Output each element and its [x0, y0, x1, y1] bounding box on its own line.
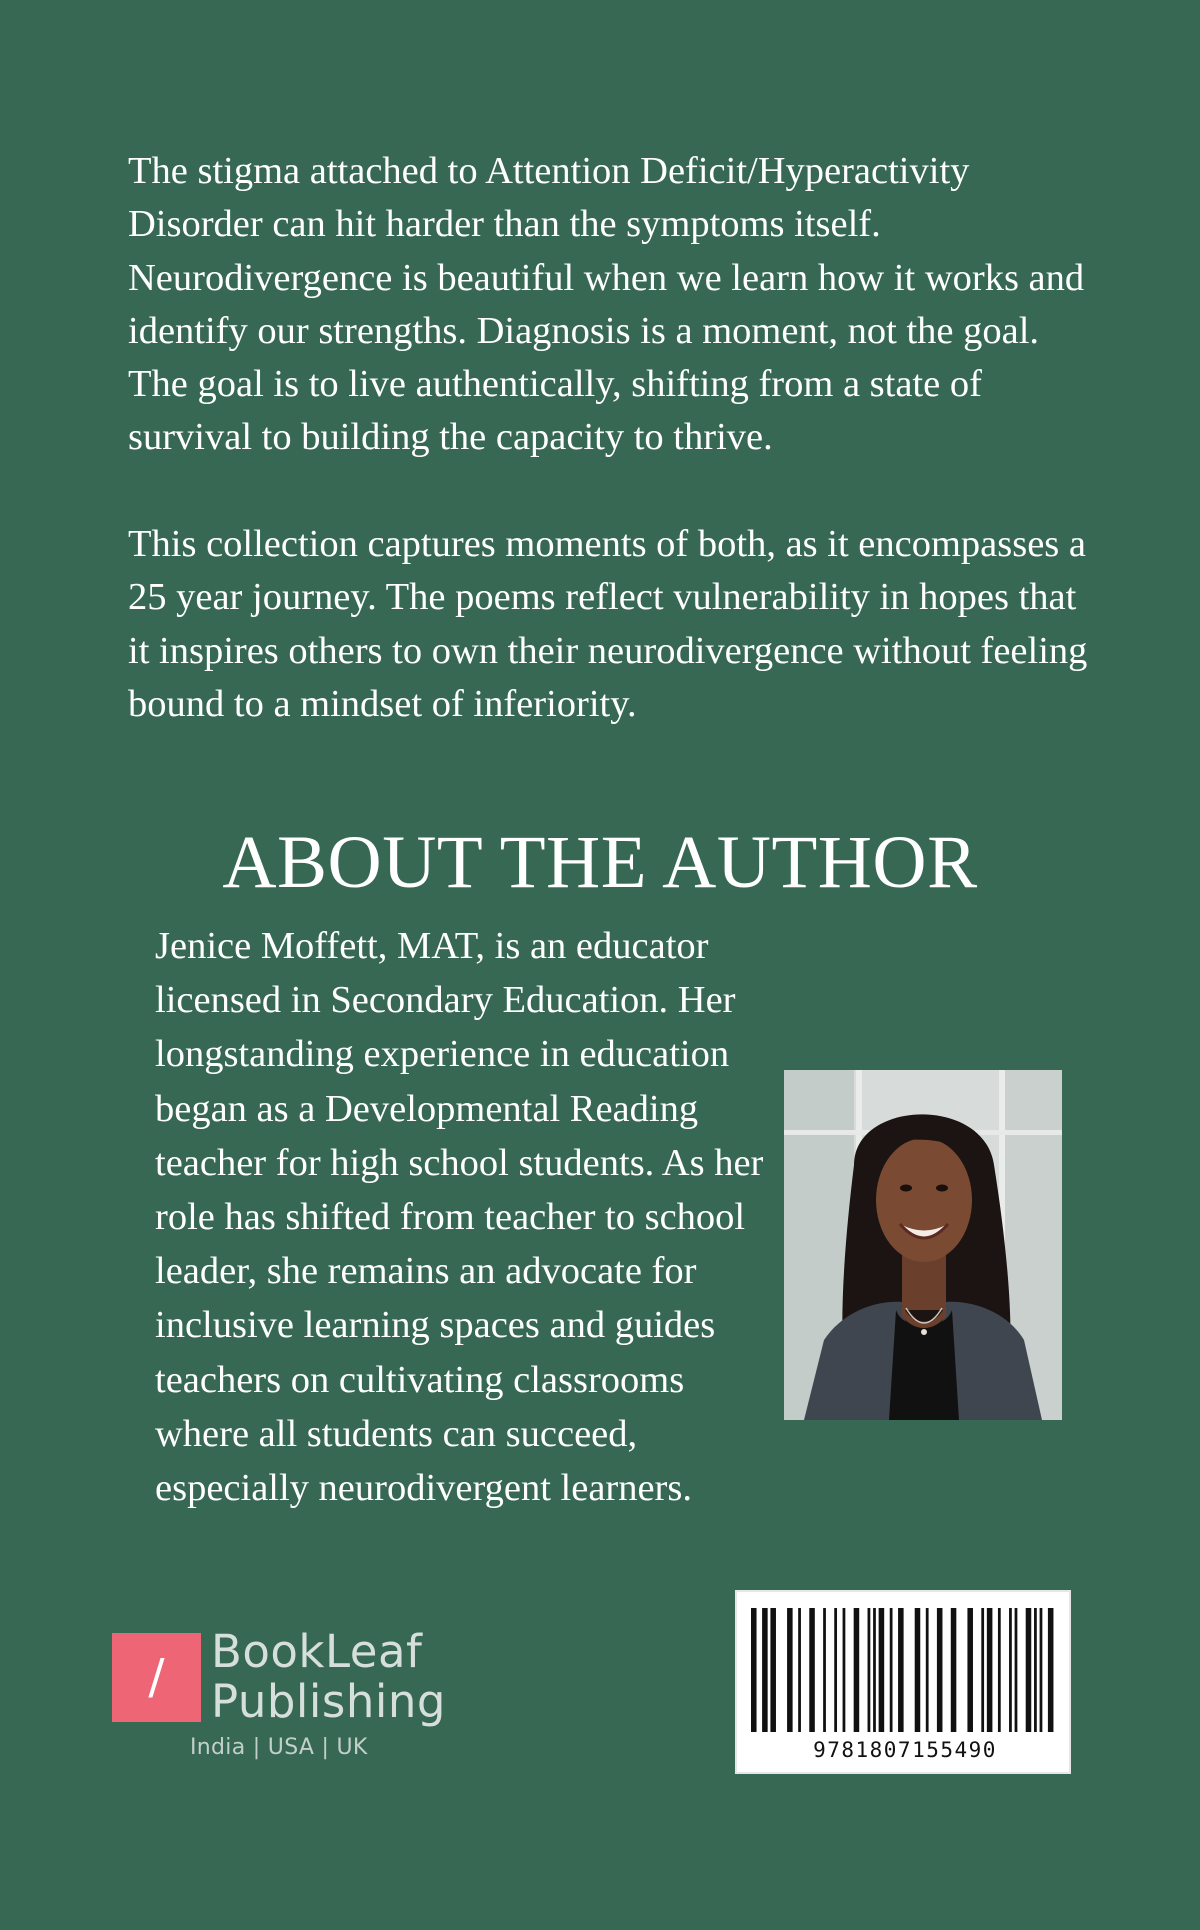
barcode-bar [915, 1608, 921, 1732]
barcode-bar [951, 1608, 957, 1732]
barcode-bar [1040, 1608, 1043, 1732]
author-photo [784, 1070, 1062, 1420]
slash-icon: / [112, 1633, 201, 1722]
barcode-bar [879, 1608, 885, 1732]
barcode-bar [823, 1608, 826, 1732]
description-paragraph-2: This collection captures moments of both, as it encompasses a 25 year journey. The poems reflect vulnerability in hopes that it inspires others to own their neurodivergence without feeling bound to a mindset of inferiority. [128, 523, 1088, 725]
barcode-bar [987, 1608, 993, 1732]
publisher-name-line1: BookLeaf [211, 1625, 423, 1678]
barcode-bar [890, 1608, 893, 1732]
barcode-bar [1048, 1608, 1054, 1732]
barcode-bar [998, 1608, 1001, 1732]
barcode-bar [1026, 1608, 1032, 1732]
barcode-bar [1015, 1608, 1018, 1732]
barcode-bar [926, 1608, 929, 1732]
barcode-bar [1009, 1608, 1012, 1732]
barcode-bar [834, 1608, 837, 1732]
description-paragraph-1: The stigma attached to Attention Deficit/Hyperactivity Disorder can hit harder than the symptoms itself. Neurodivergence is beautiful when we learn how it works and identify our strengths. Diagnosis is a moment, not the goal. The goal is to live authentically, shifting from a state of survival to building the capacity to thrive. [128, 150, 1085, 459]
barcode-bar [854, 1608, 860, 1732]
publisher-logo [112, 1625, 446, 1770]
barcode-bar [868, 1608, 871, 1732]
barcode-bar [898, 1608, 904, 1732]
barcode-bar [751, 1608, 757, 1732]
barcode-bar [937, 1608, 943, 1732]
isbn-number: 9781807155490 [813, 1738, 997, 1762]
barcode-bar [787, 1608, 793, 1732]
barcode-bar [843, 1608, 846, 1732]
barcode-bar [967, 1608, 973, 1732]
publisher-regions: India | USA | UK [190, 1735, 368, 1760]
barcode-bar [770, 1608, 776, 1732]
barcode-bar [798, 1608, 801, 1732]
barcode-bar [981, 1608, 984, 1732]
about-author-heading: ABOUT THE AUTHOR [222, 821, 978, 904]
publisher-name-line2: Publishing [211, 1675, 446, 1728]
author-bio: Jenice Moffett, MAT, is an educator licensed in Secondary Education. Her longstanding experience in education began as a Developmental Reading teacher for high school students. As her role has shifted from teacher to school leader, she remains an advocate for inclusive learning spaces and guides teachers on cultivating classrooms where all students can succeed, especially neurodivergent learners. [155, 925, 764, 1510]
isbn-barcode [735, 1590, 1071, 1774]
barcode-bar [762, 1608, 768, 1732]
barcode-bar [1034, 1608, 1037, 1732]
barcode-bar [873, 1608, 876, 1732]
barcode-bar [809, 1608, 815, 1732]
